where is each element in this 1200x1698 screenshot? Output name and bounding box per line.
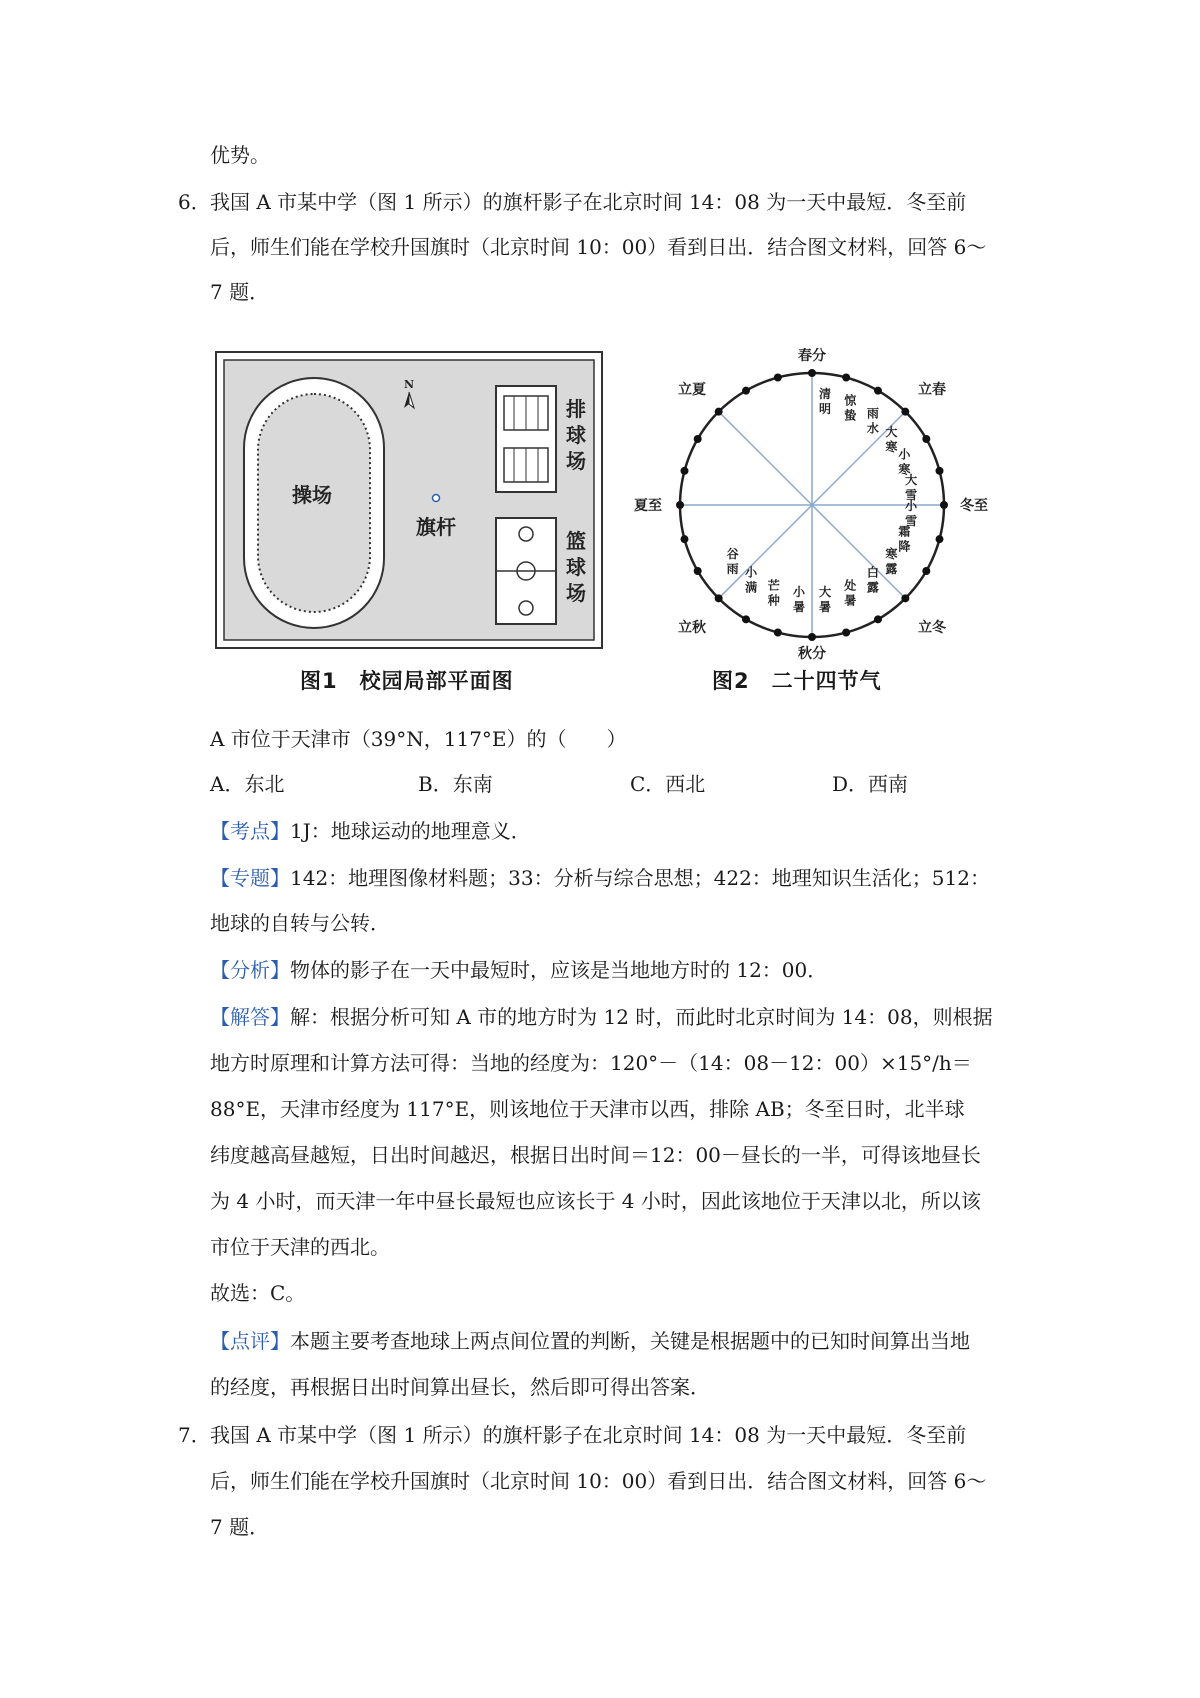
basketball-label-char: 球 <box>566 555 586 579</box>
question-text: 7 题． <box>210 1515 270 1539</box>
inner-term-label: 惊蛰 <box>844 393 857 423</box>
term-label-top: 春分 <box>798 348 826 364</box>
kaodian-tag: 【考点】 <box>210 819 290 843</box>
inner-term-label: 白露 <box>866 565 879 595</box>
inner-term-label: 芒种 <box>767 578 780 608</box>
term-dot <box>742 387 750 395</box>
dianping-text: 本题主要考查地球上两点间位置的判断，关键是根据题中的已知时间算出当地 <box>290 1329 970 1353</box>
jieda-text: 为 4 小时，而天津一年中昼长最短也应该长于 4 小时，因此该地位于天津以北，所以该 <box>210 1189 981 1213</box>
inner-term-label: 大雪 <box>905 472 918 502</box>
inner-term-label: 大寒 <box>885 425 898 455</box>
term-dot <box>901 594 909 602</box>
inner-term-label: 处暑 <box>844 578 857 608</box>
term-dot <box>940 501 948 509</box>
jieda-text: 地方时原理和计算方法可得：当地的经度为：120°－（14：08－12：00）×15°/h＝ <box>210 1051 972 1075</box>
zhuanti-text: 地球的自转与公转． <box>210 911 390 935</box>
term-dot <box>936 467 944 475</box>
north-label: N <box>403 378 415 391</box>
inner-term-label: 雨水 <box>866 406 879 436</box>
fenxi-text: 物体的影子在一天中最短时，应该是当地地方时的 12：00． <box>290 958 828 982</box>
option-c: C．西北 <box>630 772 706 796</box>
inner-term-label: 小暑 <box>792 585 805 615</box>
jieda-text: 纬度越高昼越短，日出时间越迟，根据日出时间＝12：00－昼长的一半，可得该地昼长 <box>210 1143 981 1167</box>
term-dot <box>694 567 702 575</box>
playground-label: 操场 <box>292 483 332 507</box>
figure-2-caption: 图2 二十四节气 <box>712 669 882 693</box>
term-dot <box>842 373 850 381</box>
kaodian-row <box>210 816 531 846</box>
question-text: 后，师生们能在学校升国旗时（北京时间 10：00）看到日出．结合图文材料，回答 6～ <box>210 1469 987 1493</box>
jieda-text: 解：根据分析可知 A 市的地方时为 12 时，而此时北京时间为 14：08，则根据 <box>290 1005 993 1029</box>
term-dot <box>715 408 723 416</box>
term-dot <box>922 435 930 443</box>
term-dot <box>694 435 702 443</box>
term-dot <box>922 567 930 575</box>
option-b: B．东南 <box>418 772 493 796</box>
term-dot <box>936 535 944 543</box>
inner-term-label: 霜降 <box>898 524 911 554</box>
flagpole-marker <box>433 495 440 502</box>
inner-term-label: 大暑 <box>819 585 832 615</box>
figure-1-caption: 图1 校园局部平面图 <box>300 669 514 693</box>
inner-term-label: 清明 <box>819 386 832 416</box>
term-dot <box>874 387 882 395</box>
term-label-left: 夏至 <box>634 498 662 514</box>
zhuanti-text: 142：地理图像材料题；33：分析与综合思想；422：地理知识生活化；512： <box>290 866 990 890</box>
term-dot <box>680 535 688 543</box>
text-line: 优势。 <box>210 143 270 167</box>
solar-terms-figure <box>630 348 990 668</box>
zhuanti-tag: 【专题】 <box>210 866 290 890</box>
dianping-tag: 【点评】 <box>210 1329 290 1353</box>
dianping-row <box>210 1326 970 1356</box>
term-dot <box>808 369 816 377</box>
fenxi-tag: 【分析】 <box>210 958 290 982</box>
volleyball-label-char: 球 <box>566 423 586 447</box>
basketball-label-char: 篮 <box>566 529 586 553</box>
term-label-lower-left: 立秋 <box>678 620 706 636</box>
flagpole-label: 旗杆 <box>416 515 456 539</box>
jieda-tag: 【解答】 <box>210 1005 290 1029</box>
fenxi-row <box>210 955 827 985</box>
term-label-bottom: 秋分 <box>798 646 826 662</box>
basketball-label-char: 场 <box>566 581 586 605</box>
inner-term-label: 小雪 <box>905 499 918 529</box>
inner-term-label: 小寒 <box>898 447 911 477</box>
jieda-text: 市位于天津的西北。 <box>210 1235 390 1259</box>
question-text: 我国 A 市某中学（图 1 所示）的旗杆影子在北京时间 14：08 为一天中最短．冬至前 <box>210 190 967 214</box>
term-label-right: 冬至 <box>960 498 988 514</box>
term-dot <box>774 373 782 381</box>
option-a: A．东北 <box>210 772 285 796</box>
question-number: 6． <box>178 190 211 214</box>
term-dot <box>676 501 684 509</box>
kaodian-text: 1J：地球运动的地理意义． <box>290 819 531 843</box>
term-label-lower-right: 立冬 <box>918 620 946 636</box>
question-stem: A 市位于天津市（39°N，117°E）的（ ） <box>210 727 627 751</box>
question-text: 我国 A 市某中学（图 1 所示）的旗杆影子在北京时间 14：08 为一天中最短．冬至前 <box>210 1423 967 1447</box>
inner-term-label: 寒露 <box>885 546 898 576</box>
term-dot <box>774 629 782 637</box>
term-dot <box>742 615 750 623</box>
option-d: D．西南 <box>832 772 909 796</box>
jieda-row <box>210 1002 993 1032</box>
question-text: 后，师生们能在学校升国旗时（北京时间 10：00）看到日出．结合图文材料，回答 6～ <box>210 235 987 259</box>
term-dot <box>842 629 850 637</box>
volleyball-label-char: 排 <box>566 397 586 421</box>
zhuanti-row <box>210 863 990 893</box>
term-dot <box>901 408 909 416</box>
campus-plan-figure <box>214 350 604 650</box>
question-number: 7． <box>178 1423 211 1447</box>
term-dot <box>874 615 882 623</box>
dianping-text: 的经度，再根据日出时间算出昼长，然后即可得出答案． <box>210 1375 710 1399</box>
inner-term-label: 谷雨 <box>726 546 739 576</box>
inner-term-label: 小满 <box>745 565 758 595</box>
answer-line: 故选：C。 <box>210 1281 306 1305</box>
question-text: 7 题． <box>210 280 270 304</box>
volleyball-label-char: 场 <box>566 449 586 473</box>
term-label-upper-right: 立春 <box>918 382 946 398</box>
term-dot <box>808 633 816 641</box>
jieda-text: 88°E，天津市经度为 117°E，则该地位于天津市以西，排除 AB；冬至日时，北半球 <box>210 1097 965 1121</box>
term-dot <box>715 594 723 602</box>
term-label-upper-left: 立夏 <box>678 382 706 398</box>
term-dot <box>680 467 688 475</box>
